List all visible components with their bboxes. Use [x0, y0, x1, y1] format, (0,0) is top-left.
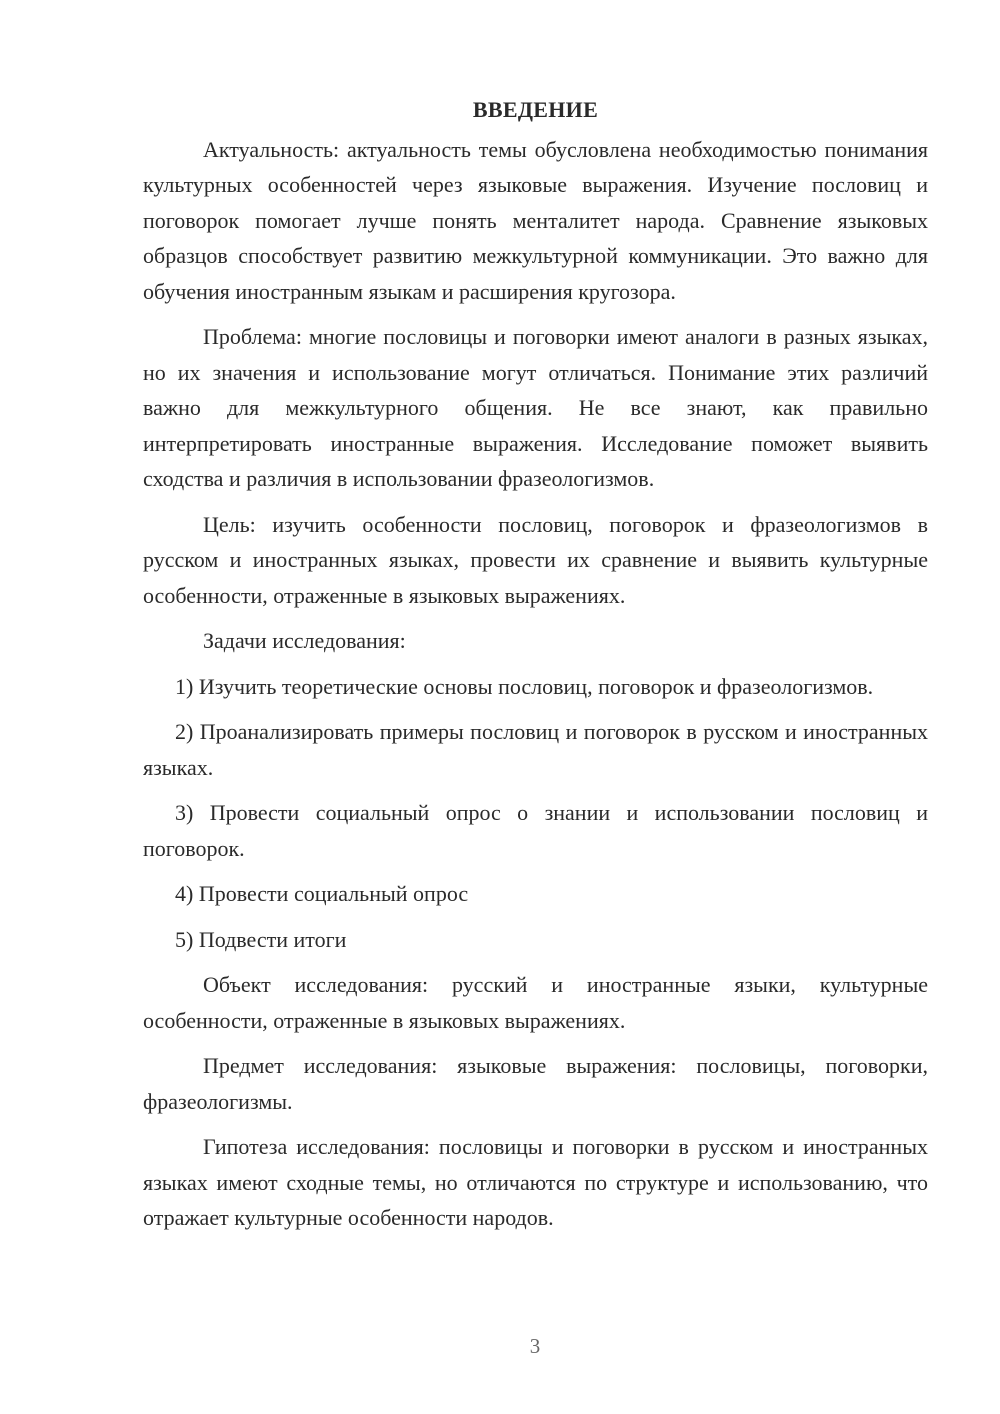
page-number: 3	[529, 1334, 541, 1358]
task-item-3: 3) Провести социальный опрос о знании и использовании пословиц и поговорок.	[143, 800, 928, 861]
tasks-heading: Задачи исследования:	[203, 628, 406, 653]
task-item-2: 2) Проанализировать примеры пословиц и поговорок в русском и иностранных языках.	[143, 719, 928, 780]
document-body	[143, 92, 928, 1246]
paragraph-relevance: Актуальность: актуальность темы обусловлена необходимостью понимания культурных особенностей через языковые выражения. Изучение пословиц и поговорок помогает лучше понять менталитет народа. Сравнение языковых образцов способствует развитию межкультурной коммуникации. Это важно для обучения иностранным языкам и расширения кругозора.	[143, 136, 928, 304]
tasks-list	[143, 669, 928, 958]
task-item-1: 1) Изучить теоретические основы пословиц, поговорок и фразеологизмов.	[175, 673, 874, 699]
page-title: ВВЕДЕНИЕ	[472, 97, 599, 122]
paragraph-hypothesis: Гипотеза исследования: пословицы и поговорки в русском и иностранных языках имеют сходные темы, но отличаются по структуре и использованию, что отражает культурные особенности народов.	[143, 1134, 928, 1230]
task-item-4: 4) Провести социальный опрос	[175, 881, 469, 906]
paragraph-object: Объект исследования: русский и иностранные языки, культурные особенности, отраженные в языковых выражениях.	[143, 972, 928, 1033]
task-item-5: 5) Подвести итоги	[175, 926, 347, 952]
paragraph-subject: Предмет исследования: языковые выражения: пословицы, поговорки, фразеологизмы.	[143, 1053, 928, 1114]
paragraph-goal: Цель: изучить особенности пословиц, поговорок и фразеологизмов в русском и иностранных языках, провести их сравнение и выявить культурные особенности, отраженные в языковых выражениях.	[143, 511, 928, 608]
paragraph-problem: Проблема: многие пословицы и поговорки имеют аналоги в разных языках, но их значения и использование могут отличаться. Понимание этих различий важно для межкультурного общения. Не все знают, как правильно интерпретировать иностранные выражения. Исследование поможет выявить сходства и различия в использовании фразеологизмов.	[143, 324, 928, 491]
